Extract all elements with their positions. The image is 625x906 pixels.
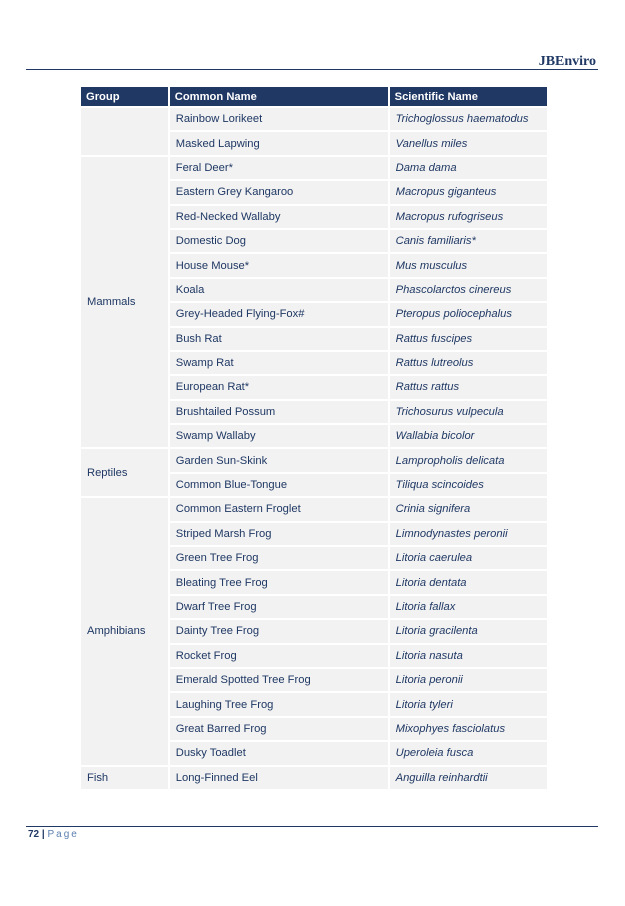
scientific-name-cell: Litoria caerulea bbox=[390, 547, 547, 569]
company-logo: JBEnviro bbox=[538, 54, 596, 69]
common-name-cell: Great Barred Frog bbox=[170, 718, 388, 740]
group-cell: Mammals bbox=[81, 157, 168, 448]
common-name-cell: Feral Deer* bbox=[170, 157, 388, 179]
common-name-cell: Masked Lapwing bbox=[170, 132, 388, 154]
scientific-name-cell: Trichoglossus haematodus bbox=[390, 108, 547, 130]
common-name-cell: Dwarf Tree Frog bbox=[170, 596, 388, 618]
footer-separator: | bbox=[39, 829, 48, 840]
common-name-cell: Laughing Tree Frog bbox=[170, 693, 388, 715]
scientific-name-cell: Dama dama bbox=[390, 157, 547, 179]
scientific-name-cell: Rattus fuscipes bbox=[390, 328, 547, 350]
common-name-cell: Long-Finned Eel bbox=[170, 767, 388, 789]
scientific-name-cell: Litoria dentata bbox=[390, 571, 547, 593]
scientific-name-cell: Wallabia bicolor bbox=[390, 425, 547, 447]
common-name-cell: Striped Marsh Frog bbox=[170, 523, 388, 545]
page-number: 72 bbox=[28, 829, 40, 840]
scientific-name-cell: Trichosurus vulpecula bbox=[390, 401, 547, 423]
column-header-group: Group bbox=[81, 87, 168, 106]
common-name-cell: Koala bbox=[170, 279, 388, 301]
page-label: Page bbox=[47, 829, 79, 840]
scientific-name-cell: Litoria tyleri bbox=[390, 693, 547, 715]
common-name-cell: Rainbow Lorikeet bbox=[170, 108, 388, 130]
common-name-cell: Rocket Frog bbox=[170, 645, 388, 667]
page-footer bbox=[28, 829, 79, 840]
common-name-cell: Emerald Spotted Tree Frog bbox=[170, 669, 388, 691]
scientific-name-cell: Uperoleia fusca bbox=[390, 742, 547, 764]
scientific-name-cell: Litoria gracilenta bbox=[390, 620, 547, 642]
table-row bbox=[81, 449, 547, 471]
scientific-name-cell: Macropus giganteus bbox=[390, 181, 547, 203]
common-name-cell: Dainty Tree Frog bbox=[170, 620, 388, 642]
common-name-cell: Bleating Tree Frog bbox=[170, 571, 388, 593]
common-name-cell: Domestic Dog bbox=[170, 230, 388, 252]
table-row bbox=[81, 767, 547, 789]
footer-rule bbox=[26, 826, 598, 827]
common-name-cell: House Mouse* bbox=[170, 254, 388, 276]
scientific-name-cell: Pteropus poliocephalus bbox=[390, 303, 547, 325]
common-name-cell: European Rat* bbox=[170, 376, 388, 398]
common-name-cell: Green Tree Frog bbox=[170, 547, 388, 569]
common-name-cell: Common Blue-Tongue bbox=[170, 474, 388, 496]
species-table bbox=[79, 85, 549, 791]
common-name-cell: Garden Sun-Skink bbox=[170, 449, 388, 471]
scientific-name-cell: Rattus rattus bbox=[390, 376, 547, 398]
column-header-common-name: Common Name bbox=[170, 87, 388, 106]
scientific-name-cell: Vanellus miles bbox=[390, 132, 547, 154]
common-name-cell: Dusky Toadlet bbox=[170, 742, 388, 764]
common-name-cell: Swamp Wallaby bbox=[170, 425, 388, 447]
common-name-cell: Common Eastern Froglet bbox=[170, 498, 388, 520]
group-cell: Amphibians bbox=[81, 498, 168, 764]
scientific-name-cell: Limnodynastes peronii bbox=[390, 523, 547, 545]
common-name-cell: Bush Rat bbox=[170, 328, 388, 350]
scientific-name-cell: Mus musculus bbox=[390, 254, 547, 276]
table-row bbox=[81, 108, 547, 130]
scientific-name-cell: Phascolarctos cinereus bbox=[390, 279, 547, 301]
group-cell bbox=[81, 108, 168, 155]
common-name-cell: Grey-Headed Flying-Fox# bbox=[170, 303, 388, 325]
table-row bbox=[81, 157, 547, 179]
scientific-name-cell: Anguilla reinhardtii bbox=[390, 767, 547, 789]
scientific-name-cell: Canis familiaris* bbox=[390, 230, 547, 252]
common-name-cell: Brushtailed Possum bbox=[170, 401, 388, 423]
common-name-cell: Swamp Rat bbox=[170, 352, 388, 374]
table-row bbox=[81, 498, 547, 520]
scientific-name-cell: Macropus rufogriseus bbox=[390, 206, 547, 228]
scientific-name-cell: Tiliqua scincoides bbox=[390, 474, 547, 496]
group-cell: Fish bbox=[81, 767, 168, 789]
common-name-cell: Red-Necked Wallaby bbox=[170, 206, 388, 228]
table-header-row bbox=[81, 87, 547, 106]
scientific-name-cell: Litoria peronii bbox=[390, 669, 547, 691]
scientific-name-cell: Lampropholis delicata bbox=[390, 449, 547, 471]
group-cell: Reptiles bbox=[81, 449, 168, 496]
scientific-name-cell: Rattus lutreolus bbox=[390, 352, 547, 374]
scientific-name-cell: Mixophyes fasciolatus bbox=[390, 718, 547, 740]
scientific-name-cell: Crinia signifera bbox=[390, 498, 547, 520]
scientific-name-cell: Litoria nasuta bbox=[390, 645, 547, 667]
scientific-name-cell: Litoria fallax bbox=[390, 596, 547, 618]
header-rule bbox=[26, 69, 598, 70]
column-header-scientific-name: Scientific Name bbox=[390, 87, 547, 106]
common-name-cell: Eastern Grey Kangaroo bbox=[170, 181, 388, 203]
